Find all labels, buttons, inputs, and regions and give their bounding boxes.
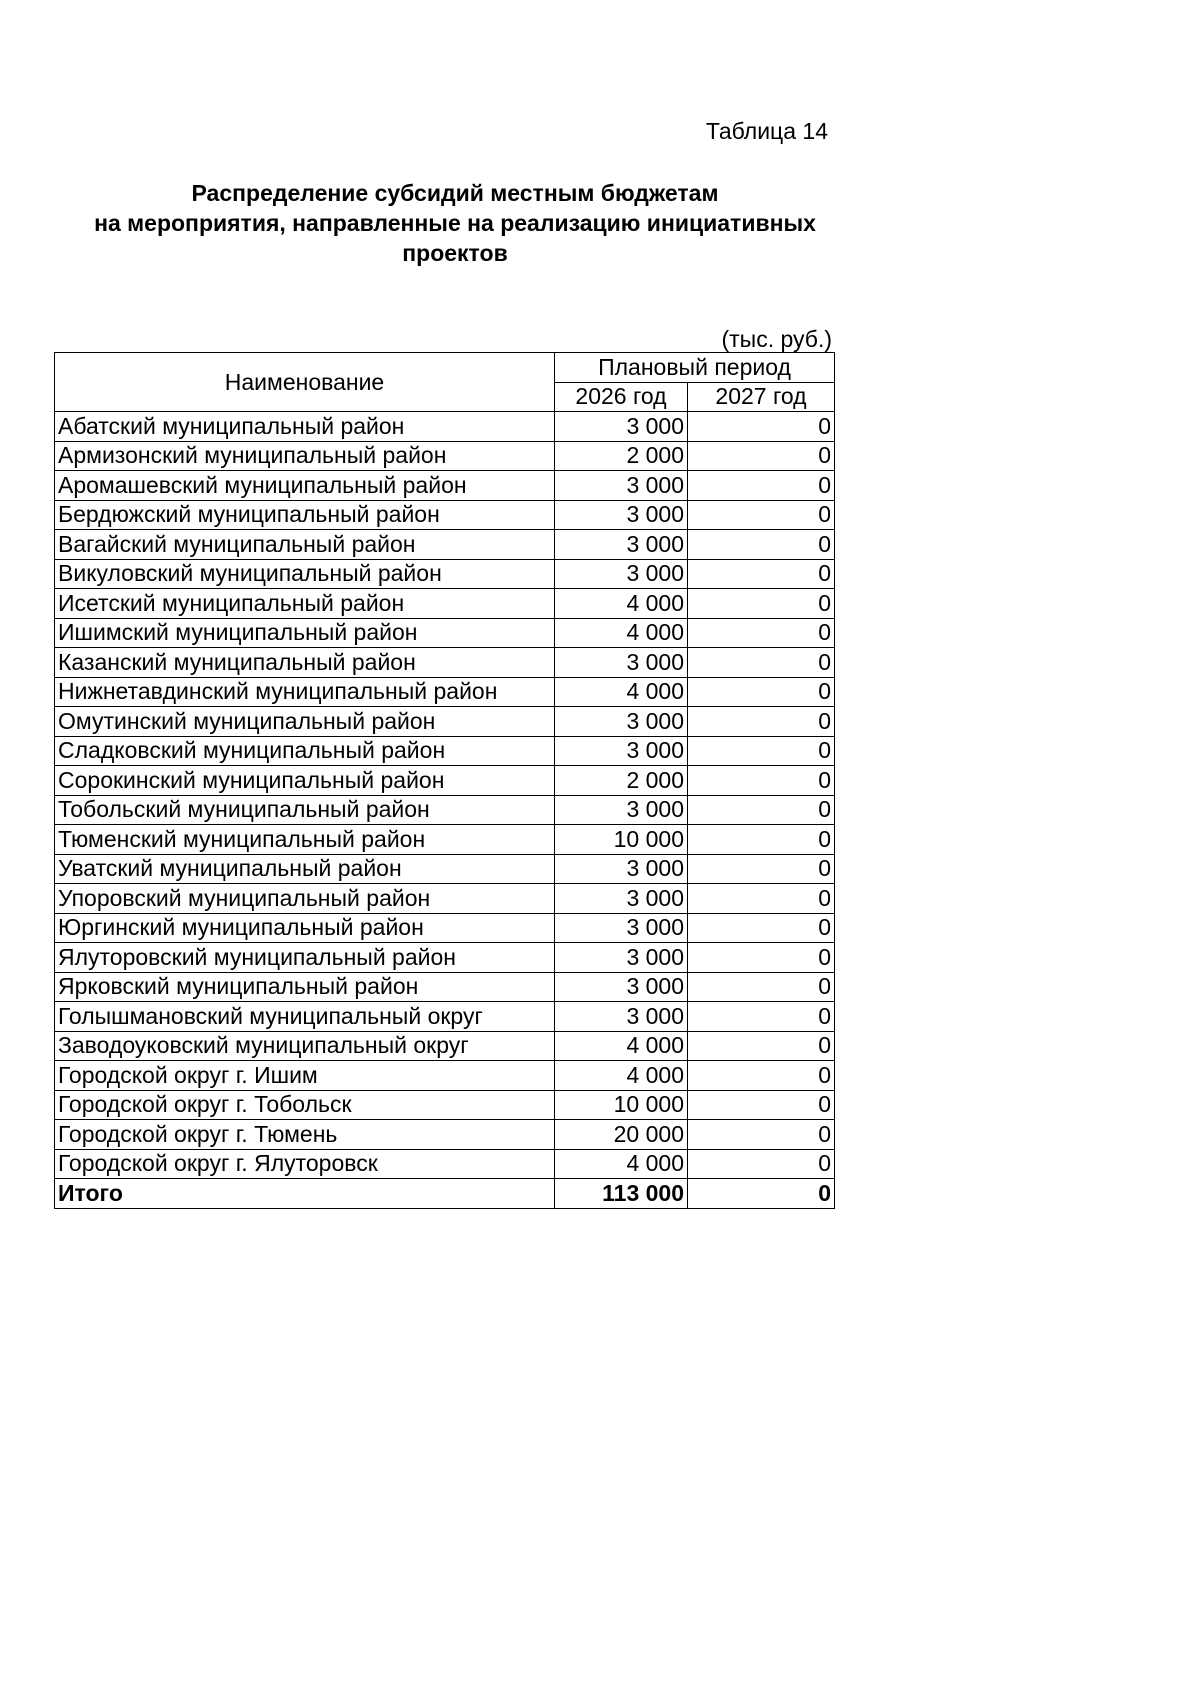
row-name: Сорокинский муниципальный район [55, 766, 555, 796]
row-value-2026: 4 000 [555, 1031, 688, 1061]
table-row [55, 1031, 835, 1061]
row-value-2026: 3 000 [555, 412, 688, 442]
row-value-2026: 2 000 [555, 441, 688, 471]
row-value-2026: 4 000 [555, 589, 688, 619]
row-value-2027: 0 [688, 1149, 835, 1179]
row-value-2027: 0 [688, 736, 835, 766]
row-value-2026: 3 000 [555, 854, 688, 884]
row-value-2026: 3 000 [555, 913, 688, 943]
header-period: Плановый период [555, 353, 835, 383]
row-value-2026: 3 000 [555, 559, 688, 589]
row-value-2027: 0 [688, 707, 835, 737]
row-name: Ишимский муниципальный район [55, 618, 555, 648]
row-value-2026: 4 000 [555, 1061, 688, 1091]
row-value-2027: 0 [688, 1031, 835, 1061]
table-row [55, 1061, 835, 1091]
table-row [55, 972, 835, 1002]
row-value-2026: 3 000 [555, 530, 688, 560]
table-row [55, 500, 835, 530]
row-value-2026: 10 000 [555, 1090, 688, 1120]
table-row [55, 1120, 835, 1150]
table-row [55, 1002, 835, 1032]
row-value-2027: 0 [688, 412, 835, 442]
row-value-2027: 0 [688, 972, 835, 1002]
table-row [55, 559, 835, 589]
table-row [55, 943, 835, 973]
row-value-2026: 3 000 [555, 795, 688, 825]
row-value-2026: 3 000 [555, 884, 688, 914]
row-value-2027: 0 [688, 795, 835, 825]
row-value-2027: 0 [688, 589, 835, 619]
table-row [55, 471, 835, 501]
table-row [55, 441, 835, 471]
table-number: Таблица 14 [705, 118, 828, 144]
subsidy-table [54, 352, 835, 1209]
row-value-2027: 0 [688, 618, 835, 648]
table-row [55, 884, 835, 914]
row-value-2027: 0 [688, 500, 835, 530]
table-row [55, 736, 835, 766]
row-name: Тюменский муниципальный район [55, 825, 555, 855]
row-name: Тобольский муниципальный район [55, 795, 555, 825]
row-name: Нижнетавдинский муниципальный район [55, 677, 555, 707]
row-name: Исетский муниципальный район [55, 589, 555, 619]
row-value-2027: 0 [688, 766, 835, 796]
header-year-2026: 2026 год [555, 382, 688, 412]
row-value-2027: 0 [688, 559, 835, 589]
row-value-2027: 0 [688, 471, 835, 501]
total-label: Итого [55, 1179, 555, 1209]
table-row [55, 795, 835, 825]
row-value-2026: 3 000 [555, 1002, 688, 1032]
table-row [55, 707, 835, 737]
row-name: Абатский муниципальный район [55, 412, 555, 442]
row-name: Городской округ г. Тобольск [55, 1090, 555, 1120]
header-name: Наименование [55, 353, 555, 412]
table-row [55, 648, 835, 678]
table-row [55, 825, 835, 855]
row-value-2026: 4 000 [555, 618, 688, 648]
row-value-2027: 0 [688, 1061, 835, 1091]
title-line-2: на мероприятия, направленные на реализацию инициативных [94, 210, 816, 236]
table-row [55, 766, 835, 796]
table-row [55, 854, 835, 884]
row-value-2026: 3 000 [555, 943, 688, 973]
row-value-2027: 0 [688, 530, 835, 560]
row-value-2026: 3 000 [555, 648, 688, 678]
row-value-2027: 0 [688, 854, 835, 884]
row-name: Городской округ г. Тюмень [55, 1120, 555, 1150]
row-value-2027: 0 [688, 1120, 835, 1150]
header-row [55, 353, 835, 383]
row-name: Вагайский муниципальный район [55, 530, 555, 560]
row-value-2026: 4 000 [555, 1149, 688, 1179]
row-value-2027: 0 [688, 913, 835, 943]
total-2026: 113 000 [555, 1179, 688, 1209]
header-year-2027: 2027 год [688, 382, 835, 412]
row-name: Казанский муниципальный район [55, 648, 555, 678]
row-name: Викуловский муниципальный район [55, 559, 555, 589]
row-value-2027: 0 [688, 648, 835, 678]
row-value-2026: 20 000 [555, 1120, 688, 1150]
row-name: Заводоуковский муниципальный округ [55, 1031, 555, 1061]
row-value-2026: 4 000 [555, 677, 688, 707]
row-value-2026: 3 000 [555, 972, 688, 1002]
row-value-2026: 3 000 [555, 471, 688, 501]
row-name: Ярковский муниципальный район [55, 972, 555, 1002]
row-value-2027: 0 [688, 441, 835, 471]
title-line-3: проектов [402, 240, 508, 266]
table-row [55, 530, 835, 560]
table-row [55, 589, 835, 619]
units-label: (тыс. руб.) [721, 326, 832, 352]
row-value-2026: 2 000 [555, 766, 688, 796]
table-body [55, 412, 835, 1179]
row-name: Бердюжский муниципальный район [55, 500, 555, 530]
table-row [55, 1090, 835, 1120]
row-name: Городской округ г. Ишим [55, 1061, 555, 1091]
total-2027: 0 [688, 1179, 835, 1209]
row-value-2026: 10 000 [555, 825, 688, 855]
row-name: Ялуторовский муниципальный район [55, 943, 555, 973]
document-title [40, 178, 870, 268]
row-value-2027: 0 [688, 677, 835, 707]
table-row [55, 1149, 835, 1179]
row-value-2027: 0 [688, 1002, 835, 1032]
row-value-2027: 0 [688, 1090, 835, 1120]
table-row [55, 677, 835, 707]
row-value-2026: 3 000 [555, 500, 688, 530]
row-name: Голышмановский муниципальный округ [55, 1002, 555, 1032]
title-line-1: Распределение субсидий местным бюджетам [191, 180, 719, 206]
row-name: Уватский муниципальный район [55, 854, 555, 884]
table-row [55, 412, 835, 442]
table-row [55, 913, 835, 943]
row-name: Упоровский муниципальный район [55, 884, 555, 914]
row-value-2027: 0 [688, 884, 835, 914]
row-value-2026: 3 000 [555, 707, 688, 737]
row-value-2026: 3 000 [555, 736, 688, 766]
table-row [55, 618, 835, 648]
total-row [55, 1179, 835, 1209]
row-value-2027: 0 [688, 943, 835, 973]
row-name: Юргинский муниципальный район [55, 913, 555, 943]
row-name: Сладковский муниципальный район [55, 736, 555, 766]
row-name: Армизонский муниципальный район [55, 441, 555, 471]
row-name: Аромашевский муниципальный район [55, 471, 555, 501]
row-value-2027: 0 [688, 825, 835, 855]
row-name: Городской округ г. Ялуторовск [55, 1149, 555, 1179]
row-name: Омутинский муниципальный район [55, 707, 555, 737]
